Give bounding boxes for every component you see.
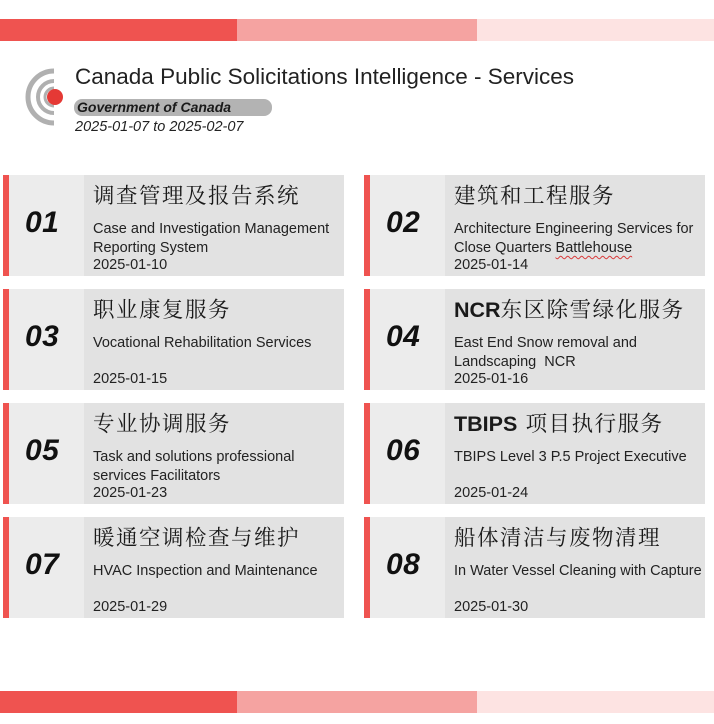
card-title-zh: 暖通空调检查与维护 <box>93 526 301 551</box>
card-title-en: Vocational Rehabilitation Services <box>93 335 312 351</box>
top-bar-segment-dark <box>0 19 237 41</box>
card-title-zh: NCR东区除雪绿化服务 <box>454 298 685 323</box>
date-range: 2025-01-07 to 2025-02-07 <box>75 119 244 135</box>
top-bar-segment-medium <box>237 19 477 41</box>
card-content <box>445 175 705 276</box>
card-content <box>445 403 705 504</box>
card-title-en: Architecture Engineering Services for Close Quarters Battlehouse <box>454 221 694 256</box>
top-color-bar <box>0 19 714 41</box>
card-accent <box>364 403 370 504</box>
card-number: 05 <box>25 434 60 467</box>
bottom-bar-segment-light <box>477 691 714 713</box>
solicitation-card[interactable] <box>3 175 344 276</box>
card-date: 2025-01-16 <box>454 371 529 387</box>
card-number: 04 <box>386 320 421 353</box>
card-accent <box>3 403 9 504</box>
card-title-zh: TBIPS 项目执行服务 <box>454 412 664 437</box>
card-date: 2025-01-29 <box>93 599 168 615</box>
card-title-zh: 职业康复服务 <box>93 298 232 323</box>
card-content <box>84 175 344 276</box>
page-title: Canada Public Solicitations Intelligence - Services <box>75 64 575 89</box>
card-content <box>84 289 344 390</box>
card-accent <box>3 517 9 618</box>
card-title-en: In Water Vessel Cleaning with Capture <box>454 563 702 579</box>
card-content <box>445 289 705 390</box>
card-content <box>445 517 705 618</box>
card-title-zh: 建筑和工程服务 <box>454 184 616 209</box>
card-date: 2025-01-30 <box>454 599 529 615</box>
card-title-en: Task and solutions professional services Facilitators <box>93 449 295 484</box>
card-title-en: East End Snow removal and Landscaping NCR <box>454 335 641 370</box>
card-accent <box>3 289 9 390</box>
card-title-en: TBIPS Level 3 P.5 Project Executive <box>454 449 687 465</box>
card-date: 2025-01-14 <box>454 257 529 273</box>
card-number: 07 <box>25 548 60 581</box>
card-accent <box>364 517 370 618</box>
solicitation-card[interactable] <box>364 403 705 504</box>
card-title-zh: 专业协调服务 <box>93 412 232 437</box>
spellcheck-flagged-word: Battlehouse <box>555 240 633 256</box>
card-date: 2025-01-10 <box>93 257 168 273</box>
card-number: 01 <box>25 206 60 239</box>
card-accent <box>3 175 9 276</box>
card-accent <box>364 289 370 390</box>
card-number: 02 <box>386 206 421 239</box>
logo-icon <box>22 66 66 126</box>
card-date: 2025-01-24 <box>454 485 529 501</box>
bottom-bar-segment-dark <box>0 691 237 713</box>
card-title-zh: 调查管理及报告系统 <box>93 184 301 209</box>
solicitation-card[interactable] <box>3 289 344 390</box>
card-content <box>84 517 344 618</box>
card-date: 2025-01-23 <box>93 485 168 501</box>
solicitation-card[interactable] <box>3 403 344 504</box>
card-number: 08 <box>386 548 421 581</box>
solicitation-card[interactable] <box>364 289 705 390</box>
card-number: 03 <box>25 320 60 353</box>
card-content <box>84 403 344 504</box>
card-title-en: HVAC Inspection and Maintenance <box>93 563 318 579</box>
solicitation-card[interactable] <box>364 517 705 618</box>
card-title-zh: 船体清洁与废物清理 <box>454 526 662 551</box>
bottom-color-bar <box>0 691 714 713</box>
organization-badge: Government of Canada <box>74 99 272 116</box>
card-date: 2025-01-15 <box>93 371 168 387</box>
solicitation-card[interactable] <box>364 175 705 276</box>
solicitation-card[interactable] <box>3 517 344 618</box>
card-number: 06 <box>386 434 421 467</box>
bottom-bar-segment-medium <box>237 691 477 713</box>
card-accent <box>364 175 370 276</box>
card-title-en: Case and Investigation Management Reporting System <box>93 221 330 256</box>
top-bar-segment-light <box>477 19 714 41</box>
